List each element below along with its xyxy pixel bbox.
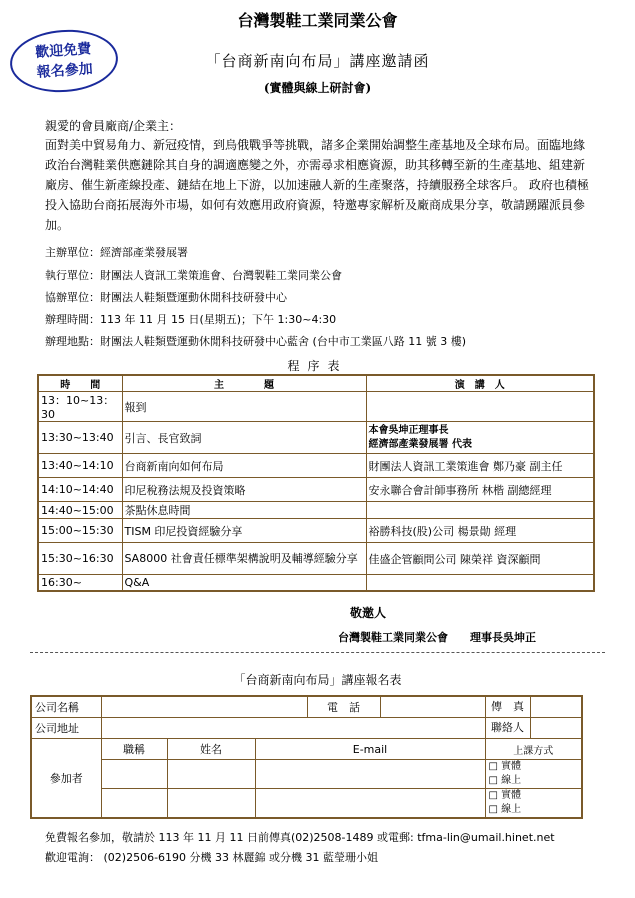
program-caption: 程序表 [287,359,348,373]
row-speaker: 裕勝科技(股)公司 楊景勛 經理 [366,519,594,543]
col-name-header: 姓名 [167,739,255,760]
address-label: 公司地址 [31,718,101,739]
stamp-line-1: 歡迎免費 [34,41,92,61]
intro-line: 政治台灣鞋業供應鏈除其自身的調適應變之外，亦需尋求相應資源，助其移轉至新的生產基地、組建新 [45,158,586,172]
row-speaker: 本會吳坤正理事長 經濟部產業發展署 代表 [366,422,594,454]
row-speaker [366,575,594,591]
attendee-name-field[interactable] [167,760,255,789]
cut-line-divider [30,652,605,653]
form-row-attendee-header [31,739,582,760]
attendee-label: 參加者 [31,739,101,819]
attendee-email-field[interactable] [255,789,485,819]
address-field[interactable] [101,718,485,739]
row-topic: 印尼稅務法規及投資策略 [122,478,366,502]
col-email-header: E-mail [255,739,485,760]
inviter-name: 台灣製鞋工業同業公會 理事長吳坤正 [338,631,536,644]
row-topic: 報到 [122,392,366,422]
program-header-row [38,375,594,392]
online-checkbox[interactable]: □ 線上 [488,804,522,815]
form-row-company [31,696,582,718]
registration-form-table [30,695,583,819]
fax-label: 傳 真 [486,697,531,717]
row-topic: 茶點休息時間 [122,502,366,519]
row-time: 15:00~15:30 [38,519,122,543]
intro-paragraph [45,117,593,235]
footer-deadline: 免費報名參加，敬請於 113 年 11 月 11 日前傳真(02)2508-1489 或電郵: tfma-lin@umail.hinet.net [45,831,555,844]
table-row [38,575,594,591]
attendee-row [31,760,582,789]
info-time: 辦理時間：113 年 11 月 15 日(星期五)；下午 1:30~4:30 [45,313,337,326]
info-location: 辦理地點：財團法人鞋類暨運動休閒科技研發中心藍舍 (台中市工業區八路 11 號 3 樓) [45,335,467,348]
row-time: 13：10~13：30 [38,392,122,422]
row-time: 13:30~13:40 [38,422,122,454]
row-topic: 引言、長官致詞 [122,422,366,454]
invitation-title: 「台商新南向布局」講座邀請函 [205,52,430,70]
registration-form-title: 「台商新南向布局」講座報名表 [233,673,402,687]
table-row [38,422,594,454]
stamp-line-2: 報名參加 [36,61,94,81]
contact-cell [485,718,582,739]
row-speaker [366,502,594,519]
attendee-name-field[interactable] [167,789,255,819]
onsite-checkbox[interactable]: □ 實體 [488,761,522,772]
attendee-title-field[interactable] [101,789,167,819]
table-row [38,392,594,422]
row-speaker: 安永聯合會計師事務所 林楷 副總經理 [366,478,594,502]
intro-line: 投入協助台商拓展海外市場，如何有效應用政府資源，特邀專家解析及廠商成果分享，敬請踴躍派員參 [45,198,586,212]
row-time: 14:40~15:00 [38,502,122,519]
row-speaker: 佳盛企管顧問公司 陳榮祥 資深顧問 [366,543,594,575]
row-topic: TISM 印尼投資經驗分享 [122,519,366,543]
row-topic: Q&A [122,575,366,591]
inviter-label: 敬邀人 [350,606,387,620]
contact-label: 聯絡人 [486,718,531,738]
invitation-subtitle: (實體與線上研討會) [263,81,372,95]
fax-cell [485,696,582,718]
info-executor: 執行單位：財團法人資訊工業策進會、台灣製鞋工業同業公會 [45,269,342,282]
greeting: 親愛的會員廠商/企業主： [45,119,182,133]
organization-title: 台灣製鞋工業同業公會 [237,11,398,30]
phone-label: 電 話 [307,696,380,718]
col-mode-header: 上課方式 [485,739,582,760]
table-row [38,543,594,575]
table-row [38,519,594,543]
form-row-address [31,718,582,739]
attendee-mode-options [485,760,582,789]
row-time: 14:10~14:40 [38,478,122,502]
onsite-checkbox[interactable]: □ 實體 [488,790,522,801]
col-title-header: 職稱 [101,739,167,760]
online-checkbox[interactable]: □ 線上 [488,775,522,786]
phone-field[interactable] [380,696,485,718]
header-topic: 主 題 [122,375,366,392]
footer-contact: 歡迎電詢： (02)2506-6190 分機 33 林麗錦 或分機 31 藍瑩珊小姐 [45,851,379,864]
intro-line: 加。 [45,218,70,232]
header-time: 時 間 [38,375,122,392]
row-time: 15:30~16:30 [38,543,122,575]
row-time: 16:30~ [38,575,122,591]
row-time: 13:40~14:10 [38,454,122,478]
program-table [37,374,595,592]
info-organizer: 主辦單位：經濟部產業發展署 [45,246,188,259]
info-co-organizer: 協辦單位：財團法人鞋類暨運動休閒科技研發中心 [45,291,287,304]
header-speaker: 演 講 人 [366,375,594,392]
intro-line: 廠房、催生新產線投產、鏈結在地上下游，以加速融人新的生產聚落，持續服務全球客戶。 政府也積極 [45,178,589,192]
table-row [38,502,594,519]
row-topic: SA8000 社會責任標準架構說明及輔導經驗分享 [122,543,366,575]
attendee-email-field[interactable] [255,760,485,789]
intro-line: 面對美中貿易角力、新冠疫情，到烏俄戰爭等挑戰，諸多企業開始調整生產基地及全球布局。面臨地緣 [45,138,586,152]
table-row [38,454,594,478]
row-topic: 台商新南向如何布局 [122,454,366,478]
company-name-field[interactable] [101,696,307,718]
row-speaker [366,392,594,422]
attendee-row [31,789,582,819]
company-name-label: 公司名稱 [31,696,101,718]
attendee-title-field[interactable] [101,760,167,789]
row-speaker: 財團法人資訊工業策進會 鄭乃豪 副主任 [366,454,594,478]
attendee-mode-options [485,789,582,819]
table-row [38,478,594,502]
